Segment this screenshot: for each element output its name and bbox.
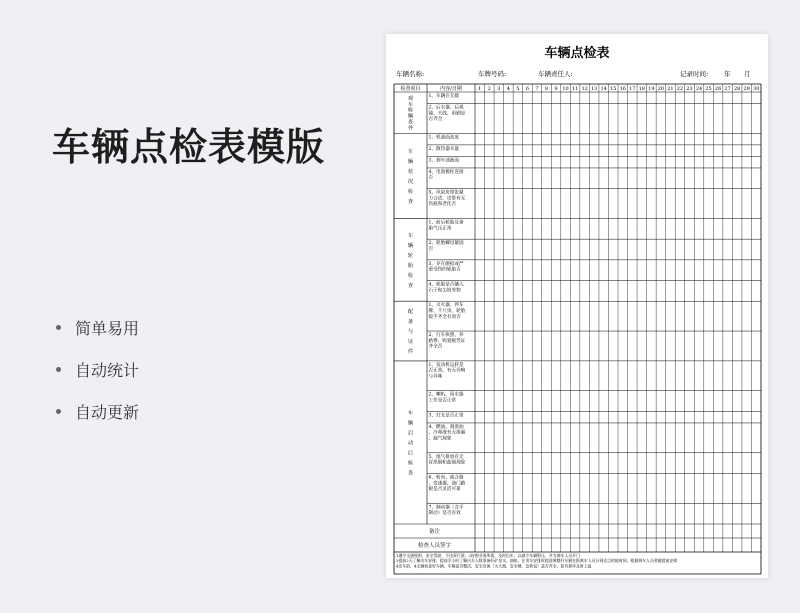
item-text-line: 3、刹车油液面 (428, 158, 459, 164)
item-text-line: 扳手齐全有效否 (428, 314, 461, 320)
day-column-label: 26 (714, 86, 722, 92)
section-label-char: 备 (407, 319, 414, 326)
section-label-char: 查 (407, 282, 414, 289)
feature-label: 自动更新 (75, 403, 140, 422)
section-label-char: 辆 (407, 113, 414, 120)
section-label-char: 件 (407, 349, 414, 356)
note-line: 3提前2天了解出车安排，提前半小时了解出车人数准备好矿泉水，抽纸，在用车安排时提前调整好车辆在距离车人员计到达目的地时间，根据调车人员要做提前安排 (396, 558, 678, 564)
item-text-line: 1、前后轮胎及备 (428, 220, 464, 226)
bullet-dot (56, 325, 61, 330)
section-label-char: 配 (407, 309, 414, 316)
section-label-char: 查 (407, 198, 414, 205)
day-column-label: 19 (648, 86, 655, 92)
section-label-char: 轮 (407, 252, 414, 259)
day-column-label: 9 (554, 86, 558, 92)
section-label-char: 观 (407, 95, 414, 102)
item-text-line: 路费、购置税凭证 (428, 338, 466, 344)
feature-item (56, 316, 139, 339)
day-column-label: 4 (506, 86, 510, 92)
item-text-line: 6、转向、离合器 (428, 475, 464, 481)
section-label-char: 辆 (407, 158, 414, 165)
header-item: 内容/日期 (440, 86, 462, 92)
item-text-line: 伤痕和老化否 (428, 202, 457, 208)
item-text-line: 1、车辆在无破 (428, 94, 459, 99)
day-column-label: 8 (544, 86, 549, 92)
item-text-line: 2、轮胎螺母紧固 (428, 241, 464, 247)
item-text-line: 重受伤的轮胎否 (428, 267, 461, 273)
section-label-char: 车 (407, 410, 414, 417)
day-column-label: 22 (676, 86, 684, 92)
item-text-line: 5、尾气排放有无 (428, 454, 464, 460)
item-text-line: 2、行车执照、养 (428, 333, 464, 339)
item-text-line: 否 (428, 246, 434, 252)
item-text-line: 1、机油面高度 (428, 135, 459, 141)
item-text-line: 工作是否正常 (428, 398, 457, 404)
item-text-line: 板是否灵活可靠 (428, 487, 461, 493)
item-text-line: 3、灯光是否正常 (428, 413, 464, 419)
remarks-label: 备注 (428, 529, 441, 535)
section-label-char: 检 (407, 107, 414, 114)
section-label-char: 车 (407, 148, 414, 155)
section-label-char: 辆 (407, 242, 414, 249)
day-column-label: 29 (743, 86, 750, 92)
section-label-char: 辆 (407, 420, 414, 427)
day-column-label: 23 (686, 86, 693, 92)
plate-number-label: 车牌号码: (478, 70, 507, 78)
promo-title: 车辆点检表模版 (52, 125, 326, 169)
item-text-line: 2、喇叭、雨水器 (428, 392, 464, 398)
day-column-label: 3 (497, 86, 501, 92)
day-column-label: 15 (610, 86, 617, 92)
section-label-char: 况 (407, 178, 414, 185)
item-text-line: 4、轮胎是否镶入 (428, 282, 464, 288)
item-text-line: 石子和尖锐等物 (428, 288, 461, 294)
day-column-label: 24 (695, 86, 703, 92)
inspection-sheet (386, 34, 768, 578)
item-text-line: 、漏气现象 (428, 436, 452, 442)
day-column-label: 20 (657, 86, 665, 92)
section-label-char: 与 (407, 329, 414, 336)
item-text-line: 与异味 (428, 374, 443, 380)
responsible-person-label: 车辆责任人: (538, 70, 573, 78)
section-label-char: 外 (407, 125, 414, 132)
item-text-line: 1、发动机运转是 (428, 362, 464, 368)
item-text-line: 7、制动器（含手 (428, 505, 464, 511)
item-text-line: 力合适，皮带有无 (428, 196, 466, 202)
item-text-line: 否 (428, 175, 434, 181)
feature-item (56, 400, 139, 423)
day-column-label: 13 (590, 86, 598, 92)
day-column-label: 12 (581, 86, 588, 92)
section-label-char: 车 (407, 232, 414, 239)
note-line: 1遵守交通规则，安全驾驶，不违章行驶，2按照业务所需，及时出车，以减少车辆积压，并为调车人员开门 (396, 553, 580, 558)
day-column-label: 27 (724, 86, 731, 92)
bullet-dot (56, 409, 61, 414)
item-text-line: 3、存在磨损或严 (428, 261, 464, 267)
item-text-line: 否齐全 (428, 117, 443, 123)
day-column-label: 11 (571, 86, 579, 92)
item-text-line: 4、电池极柱连接 (428, 169, 464, 175)
section-label-char: 查 (407, 470, 414, 477)
sheet-title: 车辆点检表 (544, 46, 610, 61)
item-text-line: 镜、天线、雨刷是 (428, 111, 466, 117)
day-column-label: 14 (600, 86, 607, 92)
signature-label: 检查人员签字 (417, 543, 452, 549)
section-label-char: 后 (407, 450, 414, 457)
day-column-label: 30 (753, 86, 760, 92)
record-time-label: 记录时间: (680, 70, 709, 78)
item-text-line: 胎气压正常 (428, 226, 452, 232)
section-label-char: 胎 (407, 262, 414, 269)
vehicle-name-label: 车辆名称: (396, 70, 425, 78)
year-label: 年 (724, 70, 731, 78)
item-text-line: 1、灭火器、停车 (428, 303, 464, 309)
day-column-label: 6 (525, 86, 530, 92)
item-text-line: 齐全否 (428, 344, 443, 350)
item-text-line: 制动）是否有效 (428, 511, 461, 517)
section-label-char: 查 (407, 119, 414, 126)
section-label-char: 证 (407, 339, 414, 346)
item-text-line: 2、散热器水量 (428, 146, 459, 152)
section-label-char: 车 (407, 101, 414, 108)
day-column-label: 10 (562, 86, 569, 92)
section-label-char: 动 (407, 440, 414, 447)
section-label-char: 检 (407, 272, 414, 279)
day-column-label: 17 (629, 86, 636, 92)
day-column-label: 5 (516, 86, 520, 92)
inspection-grid (386, 34, 768, 578)
section-label-char: 状 (407, 168, 414, 175)
section-label-char: 检 (407, 460, 414, 467)
day-column-label: 7 (535, 86, 539, 92)
item-text-line: 牌、千斤顶、轮胎 (428, 309, 466, 315)
item-text-line: 否正常，有无异响 (428, 368, 466, 374)
day-column-label: 16 (619, 86, 626, 92)
day-column-label: 18 (638, 86, 646, 92)
day-column-label: 25 (705, 86, 712, 92)
day-column-label: 21 (667, 86, 674, 92)
section-label-char: 启 (407, 430, 414, 437)
item-text-line: 冒黑烟和蓝烟现象 (428, 460, 466, 466)
day-column-label: 28 (733, 86, 741, 92)
item-text-line: 2、后水器、后视 (428, 105, 464, 111)
feature-item (56, 358, 139, 381)
item-text-line: 、冷却液有无渗漏 (428, 430, 466, 436)
item-text-line: 5、风扇皮带张紧 (428, 190, 464, 196)
bullet-dot (56, 367, 61, 372)
feature-label: 简单易用 (75, 319, 140, 338)
day-column-label: 1 (478, 86, 482, 92)
section-label-char: 检 (407, 188, 414, 195)
day-column-label: 2 (487, 86, 491, 92)
note-line: 4出车前，4无辆检查好车辆，车辆是否整洁，安全设备（灭火器、安全锤、急救包）是否齐全，如有损坏及时上报 (396, 563, 592, 569)
item-text-line: 、变速器、油门踏 (428, 481, 466, 487)
month-label: 月 (744, 70, 751, 78)
feature-label: 自动统计 (75, 361, 140, 380)
header-category: 检查项目 (400, 86, 421, 92)
item-text-line: 4、燃油、润滑油 (428, 424, 464, 430)
